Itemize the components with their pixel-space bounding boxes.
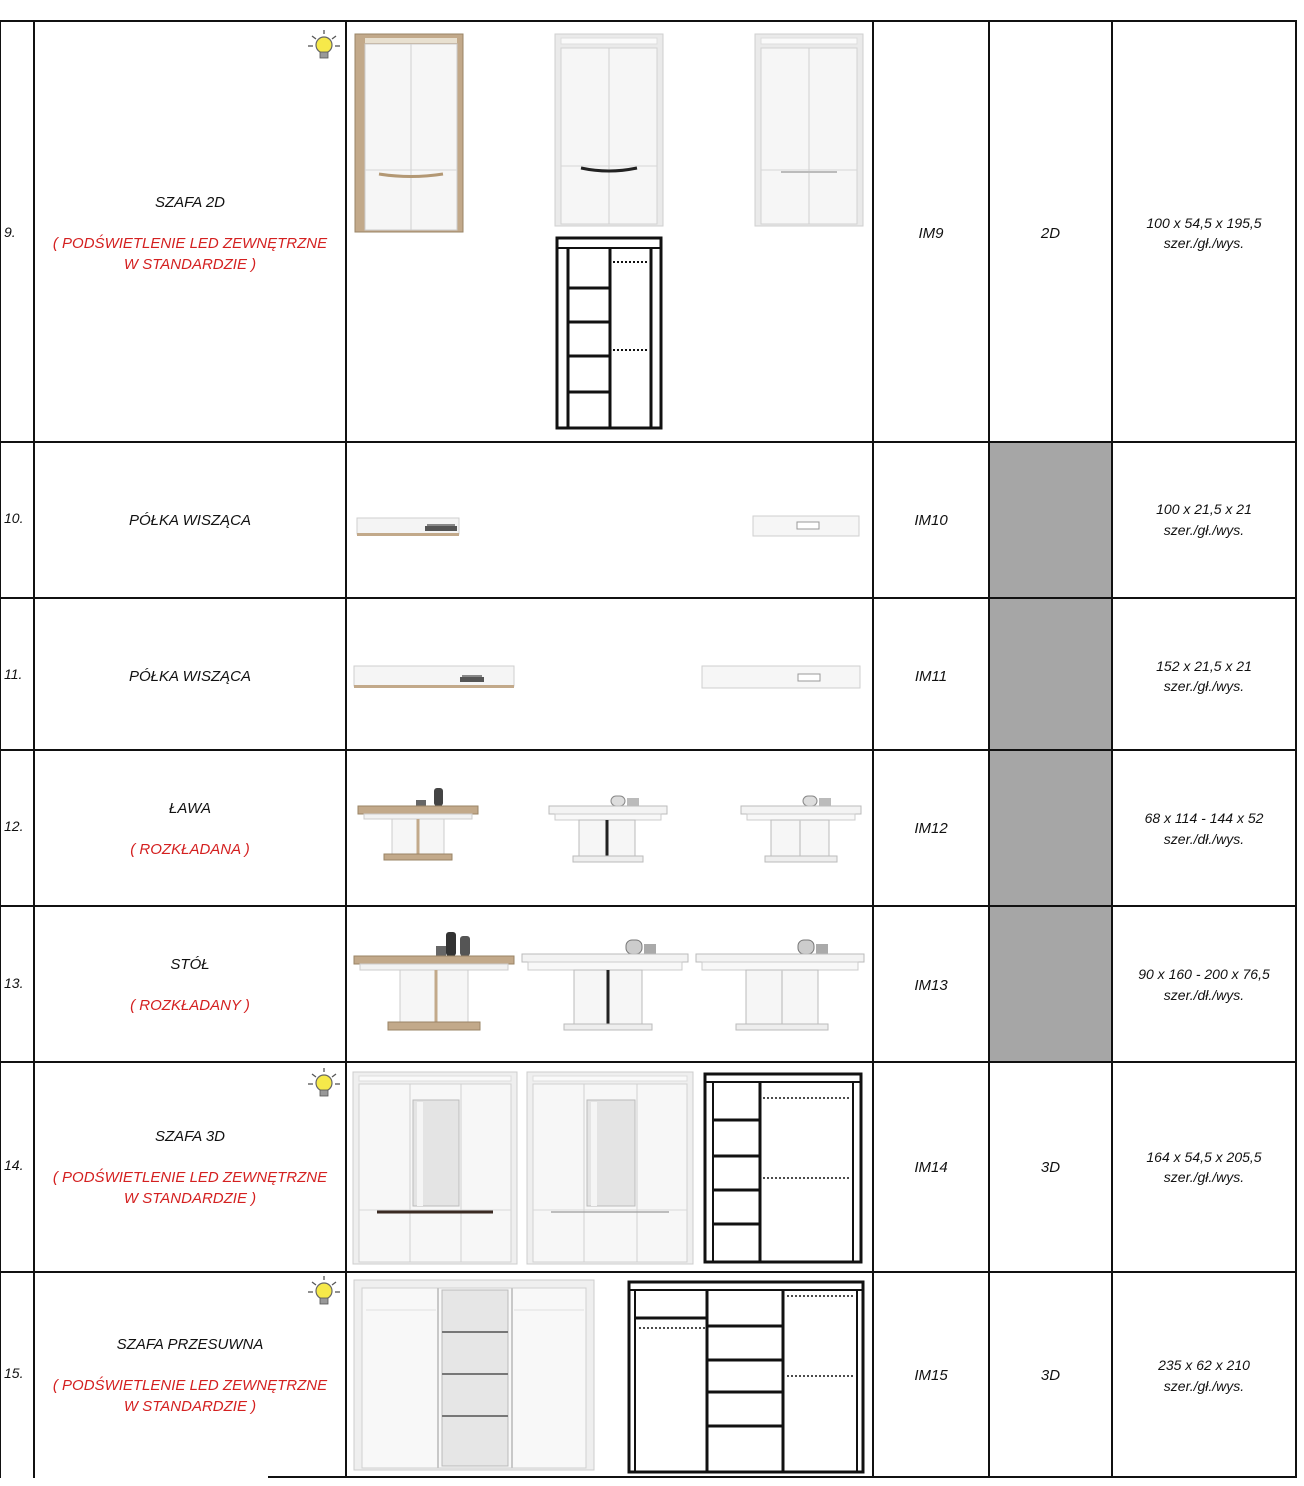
product-note: ( ROZKŁADANY ) bbox=[130, 997, 250, 1014]
product-code: IM11 bbox=[914, 668, 948, 685]
dining-table-white-image bbox=[520, 936, 690, 1032]
product-name: PÓŁKA WISZĄCA bbox=[129, 668, 251, 685]
product-name: SZAFA PRZESUWNA bbox=[116, 1336, 264, 1353]
dimensions-label: szer./gł./wys. bbox=[1163, 235, 1245, 251]
dimensions-label: szer./gł./wys. bbox=[1163, 1378, 1245, 1394]
product-name: STÓŁ bbox=[170, 956, 210, 973]
wardrobe-2d-interior-diagram bbox=[555, 236, 665, 432]
row-border bbox=[268, 1476, 1296, 1478]
dimensions: 100 x 54,5 x 195,5 bbox=[1146, 215, 1262, 231]
col-border bbox=[0, 20, 1, 1478]
product-name: PÓŁKA WISZĄCA bbox=[129, 512, 251, 529]
light-bulb-icon bbox=[308, 1068, 340, 1098]
product-note: ( PODŚWIETLENIE LED ZEWNĘTRZNE W STANDARDZIE ) bbox=[52, 235, 328, 273]
wardrobe-3d-image bbox=[353, 1072, 519, 1266]
row-border bbox=[0, 1061, 1296, 1063]
wardrobe-2d-white-image bbox=[555, 34, 665, 228]
row-border bbox=[0, 20, 1296, 22]
door-count: 3D bbox=[1040, 1159, 1061, 1176]
wardrobe-3d-interior-diagram bbox=[703, 1072, 863, 1266]
dimensions-label: szer./dł./wys. bbox=[1163, 987, 1245, 1003]
coffee-table-oak-image bbox=[356, 786, 480, 862]
empty-cell bbox=[990, 751, 1111, 905]
product-code: IM10 bbox=[914, 512, 948, 529]
light-bulb-icon bbox=[308, 30, 340, 60]
product-note: ( PODŚWIETLENIE LED ZEWNĘTRZNE W STANDARDZIE ) bbox=[52, 1169, 328, 1207]
sliding-wardrobe-interior-diagram bbox=[627, 1280, 865, 1474]
row-number: 12. bbox=[4, 818, 24, 834]
col-border bbox=[345, 20, 347, 1478]
dimensions-label: szer./gł./wys. bbox=[1163, 1169, 1245, 1185]
product-name: SZAFA 3D bbox=[154, 1128, 225, 1145]
dimensions: 90 x 160 - 200 x 76,5 bbox=[1138, 966, 1270, 982]
row-number: 11. bbox=[4, 666, 23, 682]
coffee-table-white-alt-image bbox=[739, 794, 863, 864]
dining-table-white-alt-image bbox=[694, 936, 866, 1032]
dimensions-label: szer./dł./wys. bbox=[1163, 831, 1245, 847]
coffee-table-white-image bbox=[547, 794, 669, 864]
product-name: ŁAWA bbox=[169, 800, 211, 817]
empty-cell bbox=[990, 907, 1111, 1061]
product-code: IM15 bbox=[914, 1367, 948, 1384]
empty-cell bbox=[990, 443, 1111, 597]
row-number: 14. bbox=[4, 1157, 24, 1173]
sliding-wardrobe-image bbox=[354, 1280, 596, 1472]
dimensions-label: szer./gł./wys. bbox=[1163, 678, 1245, 694]
row-number: 15. bbox=[4, 1365, 24, 1381]
product-note: ( PODŚWIETLENIE LED ZEWNĘTRZNE W STANDARDZIE ) bbox=[52, 1377, 328, 1415]
wardrobe-2d-oak-image bbox=[355, 34, 465, 234]
row-number: 9. bbox=[4, 224, 16, 240]
product-note: ( ROZKŁADANA ) bbox=[130, 841, 250, 858]
hanging-shelf-long-oak-image bbox=[354, 664, 516, 690]
dimensions: 152 x 21,5 x 21 bbox=[1156, 658, 1252, 674]
product-code: IM12 bbox=[914, 820, 948, 837]
door-count: 2D bbox=[1040, 225, 1061, 242]
col-border bbox=[1295, 20, 1297, 1478]
row-number: 13. bbox=[4, 975, 24, 991]
dimensions-label: szer./gł./wys. bbox=[1163, 522, 1245, 538]
empty-cell bbox=[990, 599, 1111, 749]
product-code: IM9 bbox=[918, 225, 944, 242]
dining-table-oak-image bbox=[352, 930, 516, 1032]
product-code: IM13 bbox=[914, 977, 948, 994]
wardrobe-2d-white-alt-image bbox=[755, 34, 865, 228]
row-border bbox=[0, 1271, 1296, 1273]
light-bulb-icon bbox=[308, 1276, 340, 1306]
dimensions: 68 x 114 - 144 x 52 bbox=[1144, 810, 1264, 826]
hanging-shelf-white-image bbox=[753, 516, 861, 538]
door-count: 3D bbox=[1040, 1367, 1061, 1384]
wardrobe-3d-alt-image bbox=[527, 1072, 695, 1266]
hanging-shelf-oak-image bbox=[357, 516, 461, 538]
row-number: 10. bbox=[4, 510, 24, 526]
product-code: IM14 bbox=[914, 1159, 948, 1176]
dimensions: 164 x 54,5 x 205,5 bbox=[1146, 1149, 1262, 1165]
dimensions: 235 x 62 x 210 bbox=[1158, 1357, 1250, 1373]
dimensions: 100 x 21,5 x 21 bbox=[1156, 501, 1252, 517]
hanging-shelf-long-white-image bbox=[702, 664, 862, 690]
product-name: SZAFA 2D bbox=[154, 194, 225, 211]
